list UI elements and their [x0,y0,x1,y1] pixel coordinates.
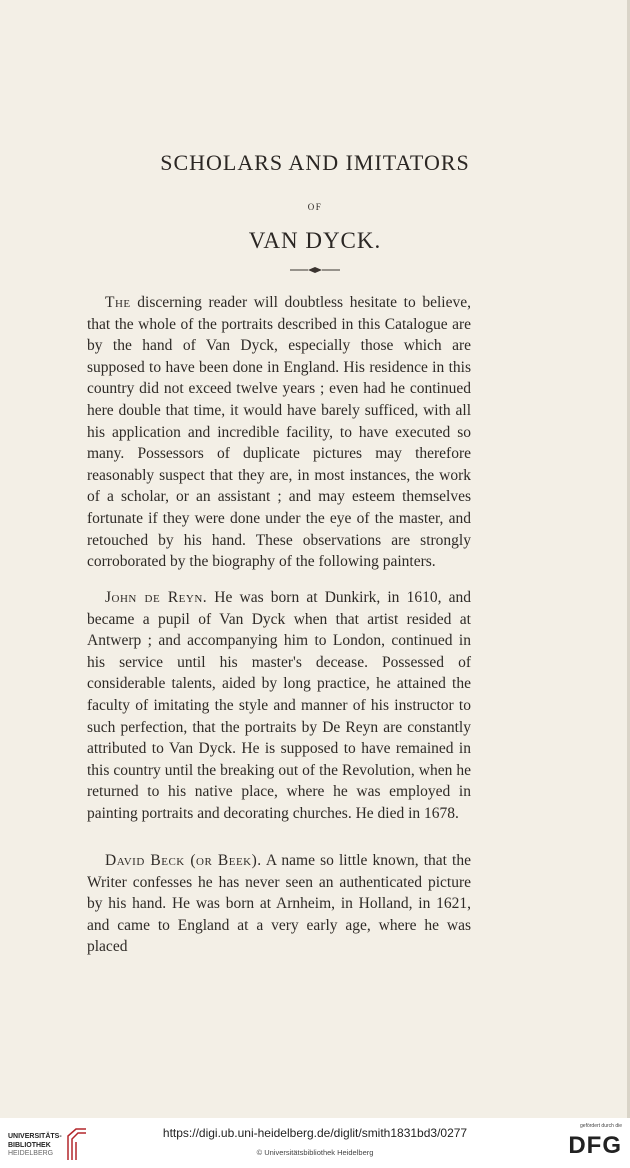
uni-line-3: HEIDELBERG [8,1150,54,1157]
title-line-3: VAN DYCK. [248,228,382,253]
paragraph-intro [87,292,471,573]
uni-line-2: BIBLIOTHEK [8,1141,51,1149]
title-line-1: SCHOLARS AND IMITATORS [160,150,470,175]
paragraph-lead: The [105,294,131,311]
paragraph-body: discerning reader will doubtless hesitate to believe, that the whole of the portraits described in this Catalogue are by the hand of Van Dyck, especially those which are supposed to have been done in England. His residence in this country did not exceed twelve years ; even had he continued here double that time, it would have barely sufficed, with all his application and incredible facility, to have executed so many. Possessors of duplicate pictures may therefore reasonably suspect that they are, in most instances, the work of a scholar, or an assistant ; and may esteem themselves fortunate if they were done under the eye of the master, and retouched by his hand. These observations are strongly corroborated by the biography of the following painters. [87,294,471,571]
title-line-2: OF [307,202,323,212]
paragraph-lead: David Beck (or Beek). [105,852,262,869]
paragraph-body: A name so little known, that the Writer confesses he has never seen an authenticated picture by his hand. He was born at Arnheim, in Holland, in 1621, and came to England at a very early age, where he was placed [87,852,471,956]
uni-line-1: UNIVERSITÄTS- [8,1133,62,1140]
ornament-divider-icon [290,266,340,274]
paragraph-body: He was born at Dunkirk, in 1610, and became a pupil of Van Dyck when that artist resided at Antwerp ; and accompanying him to London, continued in his service until his master's decease. Possessed of considerable talents, aided by long practice, he attained the faculty of imitating the style and manner of his instructor to such perfection, that the portraits by De Reyn are constantly attributed to Van Dyck. He is supposed to have remained in this country until the breaking out of the Revolution, when he returned to his native place, where he was employed in painting portraits and decorating churches. He died in 1678. [87,589,471,822]
paragraph-john-de-reyn [87,587,471,825]
copyright-text: © Universitätsbibliothek Heidelberg [256,1148,374,1157]
dfg-logo: DFG [568,1132,622,1159]
funded-by-text: gefördert durch die [580,1123,622,1129]
footer-bar [0,1118,630,1168]
page-url-link[interactable]: https://digi.ub.uni-heidelberg.de/diglit/smith1831bd3/0277 [162,1126,468,1140]
paragraph-david-beck [87,850,471,958]
paragraph-lead: John de Reyn. [105,589,208,606]
